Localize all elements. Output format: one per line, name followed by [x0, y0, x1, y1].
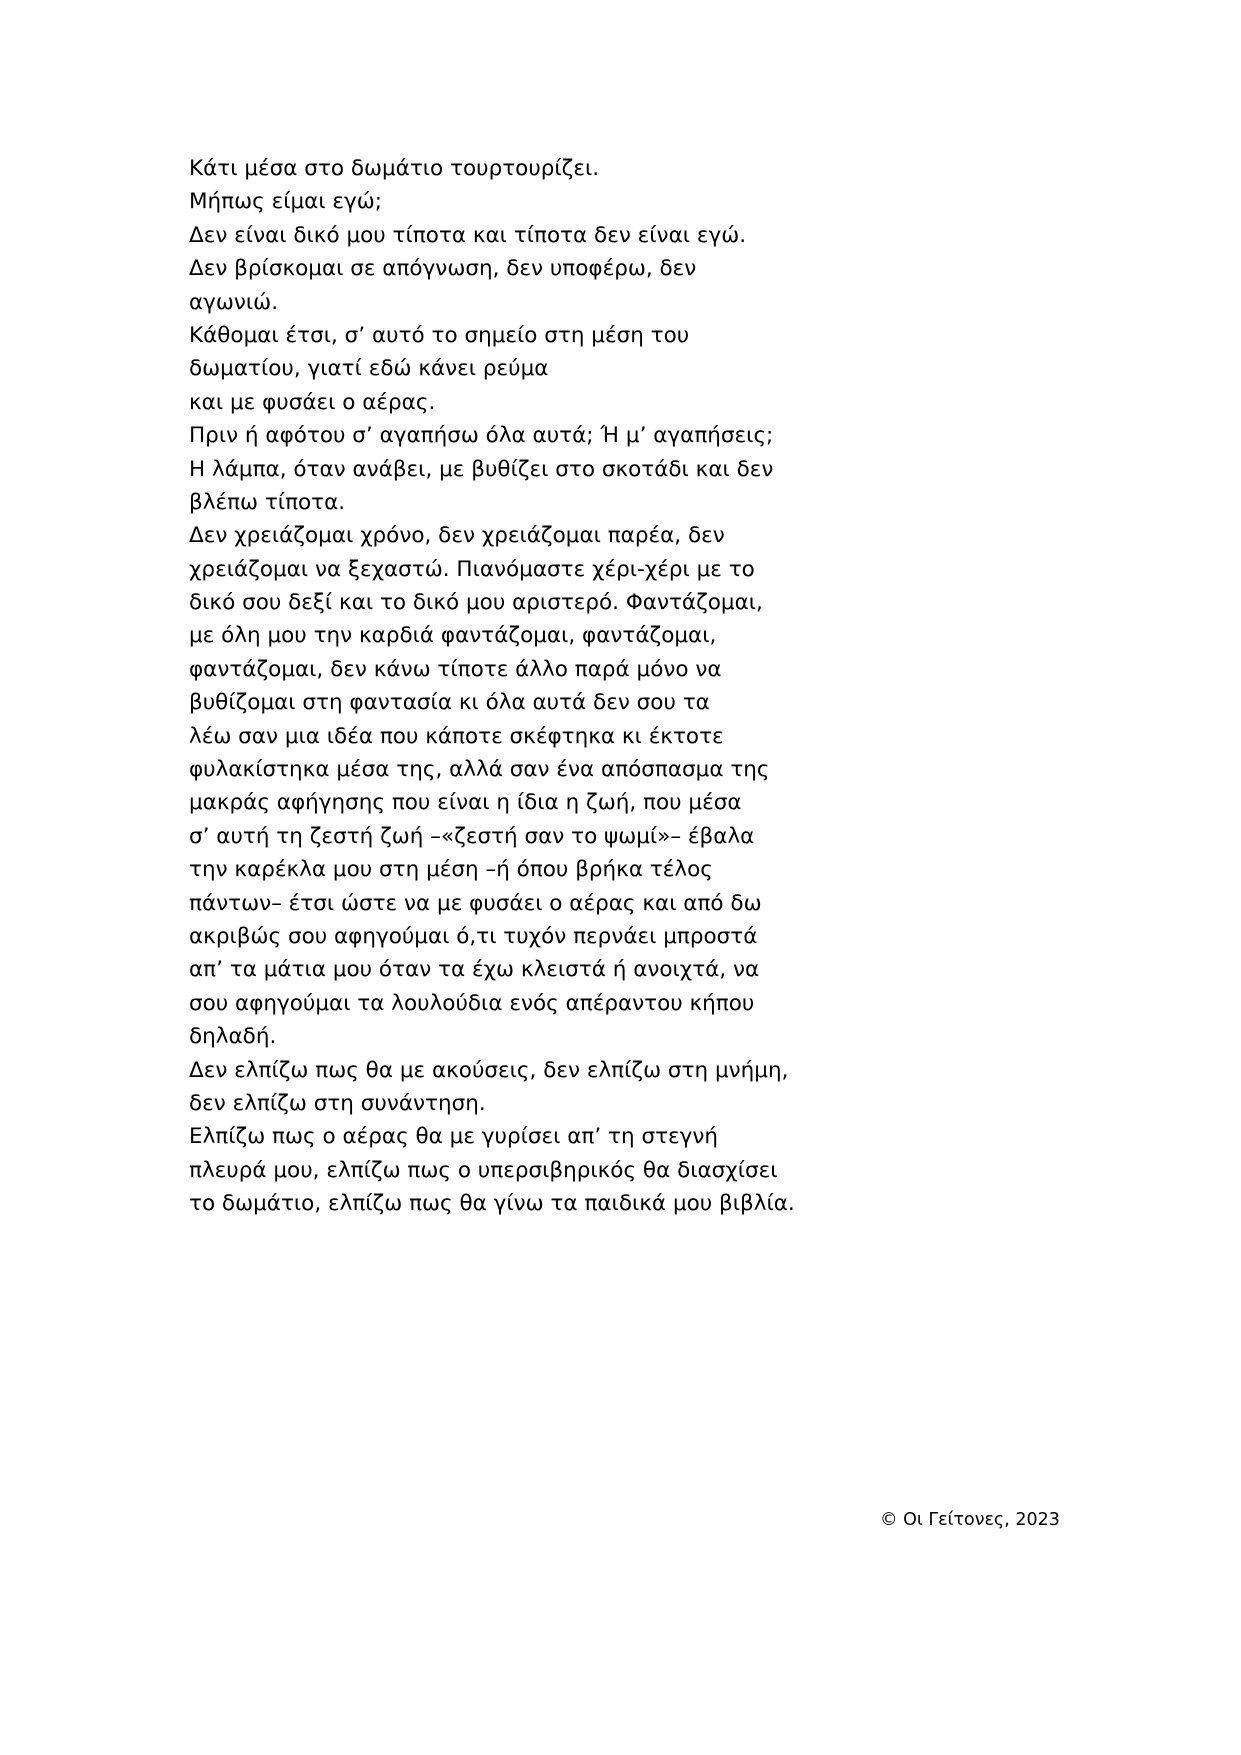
- poem-line: Κάτι μέσα στο δωμάτιο τουρτουρίζει.: [189, 156, 600, 181]
- poem-line: φαντάζομαι, δεν κάνω τίποτε άλλο παρά μόνο να: [189, 656, 722, 682]
- poem-line: δηλαδή.: [189, 1024, 277, 1050]
- poem-line: βυθίζομαι στη φαντασία κι όλα αυτά δεν σου τα: [189, 690, 710, 716]
- poem-line: Δεν είναι δικό μου τίποτα και τίποτα δεν είναι εγώ.: [189, 222, 747, 248]
- poem-line: χρειάζομαι να ξεχαστώ. Πιανόμαστε χέρι-χέρι με το: [189, 556, 755, 582]
- poem-line: Δεν χρειάζομαι χρόνο, δεν χρειάζομαι παρέα, δεν: [189, 523, 725, 549]
- poem-line: Δεν βρίσκομαι σε απόγνωση, δεν υποφέρω, δεν: [189, 256, 697, 282]
- poem-line: Πριν ή αφότου σ’ αγαπήσω όλα αυτά; Ή μ’ αγαπήσεις;: [189, 423, 774, 449]
- poem-line: ακριβώς σου αφηγούμαι ό,τι τυχόν περνάει μπροστά: [189, 923, 758, 949]
- poem-line: το δωμάτιο, ελπίζω πως θα γίνω τα παιδικά μου βιβλία.: [189, 1191, 795, 1217]
- poem-line: βλέπω τίποτα.: [189, 489, 346, 515]
- poem-line: φυλακίστηκα μέσα της, αλλά σαν ένα απόσπασμα της: [189, 757, 770, 783]
- poem-text: [189, 152, 849, 1221]
- poem-line: Δεν ελπίζω πως θα με ακούσεις, δεν ελπίζω στη μνήμη,: [189, 1057, 789, 1083]
- poem-line: δωματίου, γιατί εδώ κάνει ρεύμα: [189, 356, 549, 382]
- poem-line: Ελπίζω πως ο αέρας θα με γυρίσει απ’ τη στεγνή: [189, 1124, 718, 1150]
- poem-line: Η λάμπα, όταν ανάβει, με βυθίζει στο σκοτάδι και δεν: [189, 456, 774, 482]
- poem-line: την καρέκλα μου στη μέση –ή όπου βρήκα τέλος: [189, 857, 713, 883]
- poem-line: πάντων– έτσι ώστε να με φυσάει ο αέρας και από δω: [189, 890, 762, 916]
- poem-line: λέω σαν μια ιδέα που κάποτε σκέφτηκα κι έκτοτε: [189, 723, 724, 749]
- poem-line: και με φυσάει ο αέρας.: [189, 389, 436, 415]
- poem-line: Κάθομαι έτσι, σ’ αυτό το σημείο στη μέση του: [189, 322, 690, 348]
- poem-line: δικό σου δεξί και το δικό μου αριστερό. Φαντάζομαι,: [189, 590, 763, 616]
- copyright-notice: © Οι Γείτονες, 2023: [880, 1510, 1060, 1530]
- poem-line: αγωνιώ.: [189, 289, 279, 315]
- poem-line: μακράς αφήγησης που είναι η ίδια η ζωή, που μέσα: [189, 790, 742, 816]
- poem-line: απ’ τα μάτια μου όταν τα έχω κλειστά ή ανοιχτά, να: [189, 957, 760, 983]
- poem-line: πλευρά μου, ελπίζω πως ο υπερσιβηρικός θα διασχίσει: [189, 1157, 778, 1183]
- poem-line: σου αφηγούμαι τα λουλούδια ενός απέραντου κήπου: [189, 990, 755, 1016]
- poem-line: δεν ελπίζω στη συνάντηση.: [189, 1090, 486, 1116]
- poem-line: Μήπως είμαι εγώ;: [189, 189, 383, 215]
- poem-line: με όλη μου την καρδιά φαντάζομαι, φαντάζομαι,: [189, 623, 717, 649]
- poem-line: σ’ αυτή τη ζεστή ζωή –«ζεστή σαν το ψωμί»– έβαλα: [189, 823, 755, 849]
